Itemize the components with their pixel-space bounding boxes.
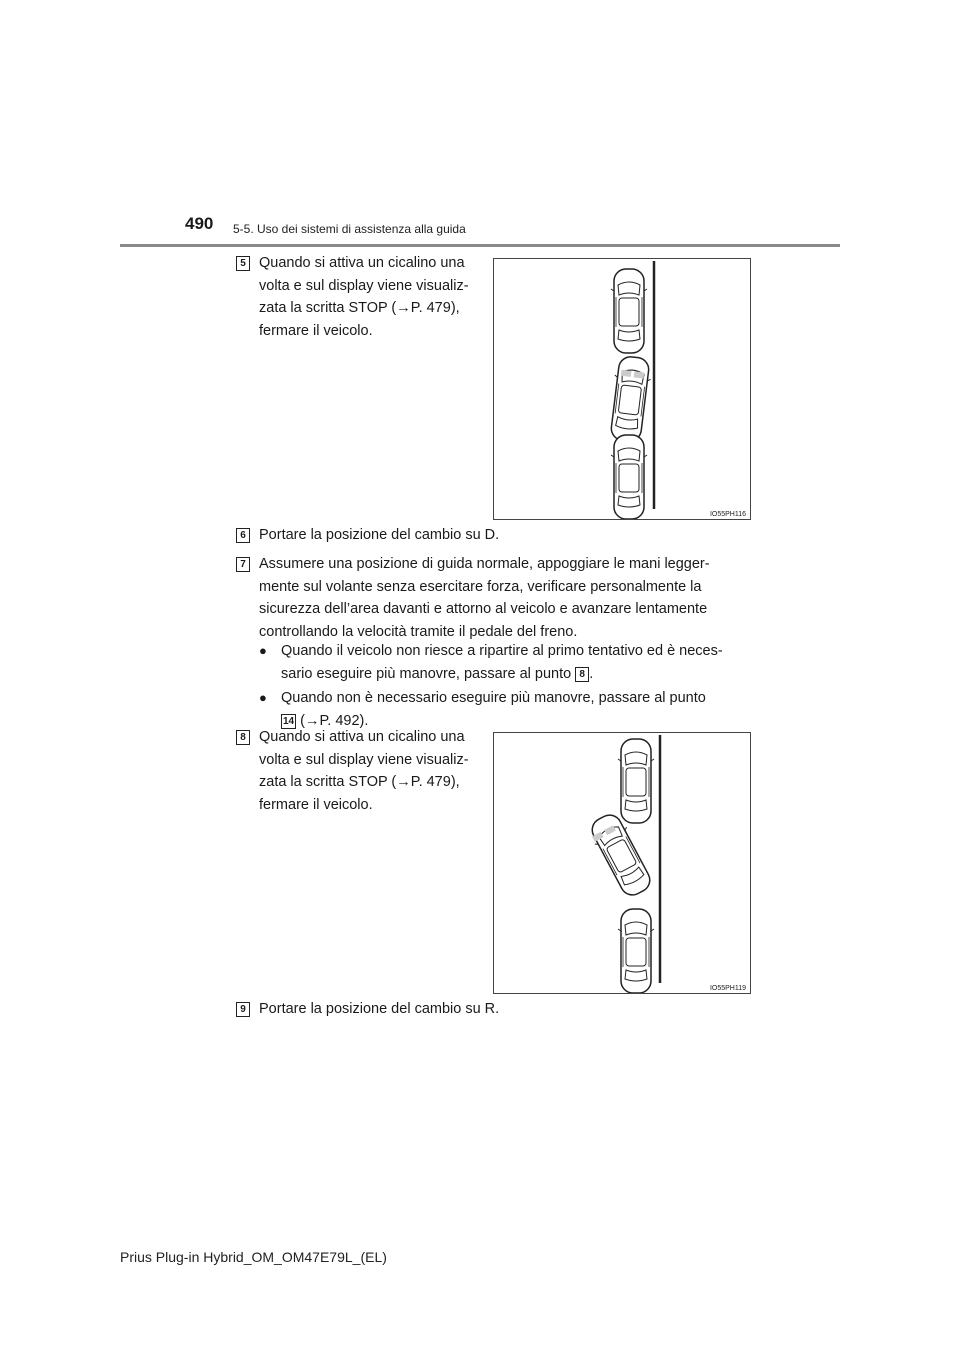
parking-illustration-2	[494, 733, 750, 993]
bullet-list	[259, 640, 745, 732]
step-8-text	[259, 726, 477, 816]
step-7-badge: 7	[236, 557, 250, 572]
step-7-line: sicurezza dell’area davanti e attorno al veicolo e avanzare lentamente	[259, 601, 708, 618]
bullet-text: Quando il veicolo non riesce a ripartire al primo tentativo ed è neces-	[281, 643, 723, 659]
step-9-badge: 9	[236, 1002, 250, 1017]
step-ref-badge[interactable]: 8	[575, 667, 589, 682]
parked-car-rear	[618, 909, 654, 993]
figure-code: IO55PH119	[709, 985, 746, 992]
parked-car-rear	[611, 435, 647, 519]
step-5-text	[259, 252, 477, 342]
step-ref-badge[interactable]: 14	[283, 715, 295, 727]
figure-parking-2	[493, 732, 751, 994]
bullet-text: .	[589, 665, 594, 682]
bullet-text	[281, 663, 745, 686]
step-5-line: Quando si attiva un cicalino una	[259, 255, 465, 271]
step-7-text	[259, 553, 745, 643]
step-8-line: fermare il veicolo.	[259, 796, 373, 813]
step-7-line: Assumere una posizione di guida normale, appoggiare le mani legger-	[259, 556, 710, 572]
bullet-icon: ●	[259, 643, 267, 658]
bullet-text: Quando non è necessario eseguire più manovre, passare al punto	[281, 690, 706, 707]
page-number: 490	[185, 214, 214, 233]
bullet-icon: ●	[259, 690, 267, 706]
parking-illustration-1	[494, 259, 750, 519]
step-7-line: mente sul volante senza esercitare forza, verificare personalmente la	[259, 578, 702, 595]
footer-doc-id: Prius Plug-in Hybrid_OM_OM47E79L_(EL)	[120, 1249, 387, 1265]
figure-code: IO55PH116	[709, 511, 746, 518]
step-6-text: Portare la posizione del cambio su D.	[259, 527, 500, 543]
parked-car-front	[618, 739, 654, 823]
list-item	[259, 640, 745, 685]
own-car	[585, 809, 656, 900]
step-7-line: controllando la velocità tramite il pedale del freno.	[259, 623, 578, 640]
step-8-line: zata la scritta STOP (→P. 479),	[259, 774, 460, 791]
bullet-text: sario eseguire più manovre, passare al punto	[281, 665, 572, 682]
step-8-line: volta e sul display viene visualiz-	[259, 751, 469, 768]
figure-parking-1	[493, 258, 751, 520]
step-8-line: Quando si attiva un cicalino una	[259, 729, 465, 745]
header-rule	[120, 244, 840, 247]
parked-car-front	[611, 269, 647, 353]
step-8-badge: 8	[236, 730, 250, 745]
step-6-badge: 6	[236, 528, 250, 543]
step-5-line: fermare il veicolo.	[259, 322, 373, 339]
section-title: 5-5. Uso dei sistemi di assistenza alla guida	[233, 222, 466, 236]
bullet-text: (→P. 492).	[300, 712, 369, 729]
step-5-badge: 5	[236, 256, 250, 271]
own-car	[607, 355, 653, 443]
step-5-line: volta e sul display viene visualiz-	[259, 277, 469, 294]
step-5-line: zata la scritta STOP (→P. 479),	[259, 300, 460, 317]
step-9-text: Portare la posizione del cambio su R.	[259, 1001, 500, 1017]
